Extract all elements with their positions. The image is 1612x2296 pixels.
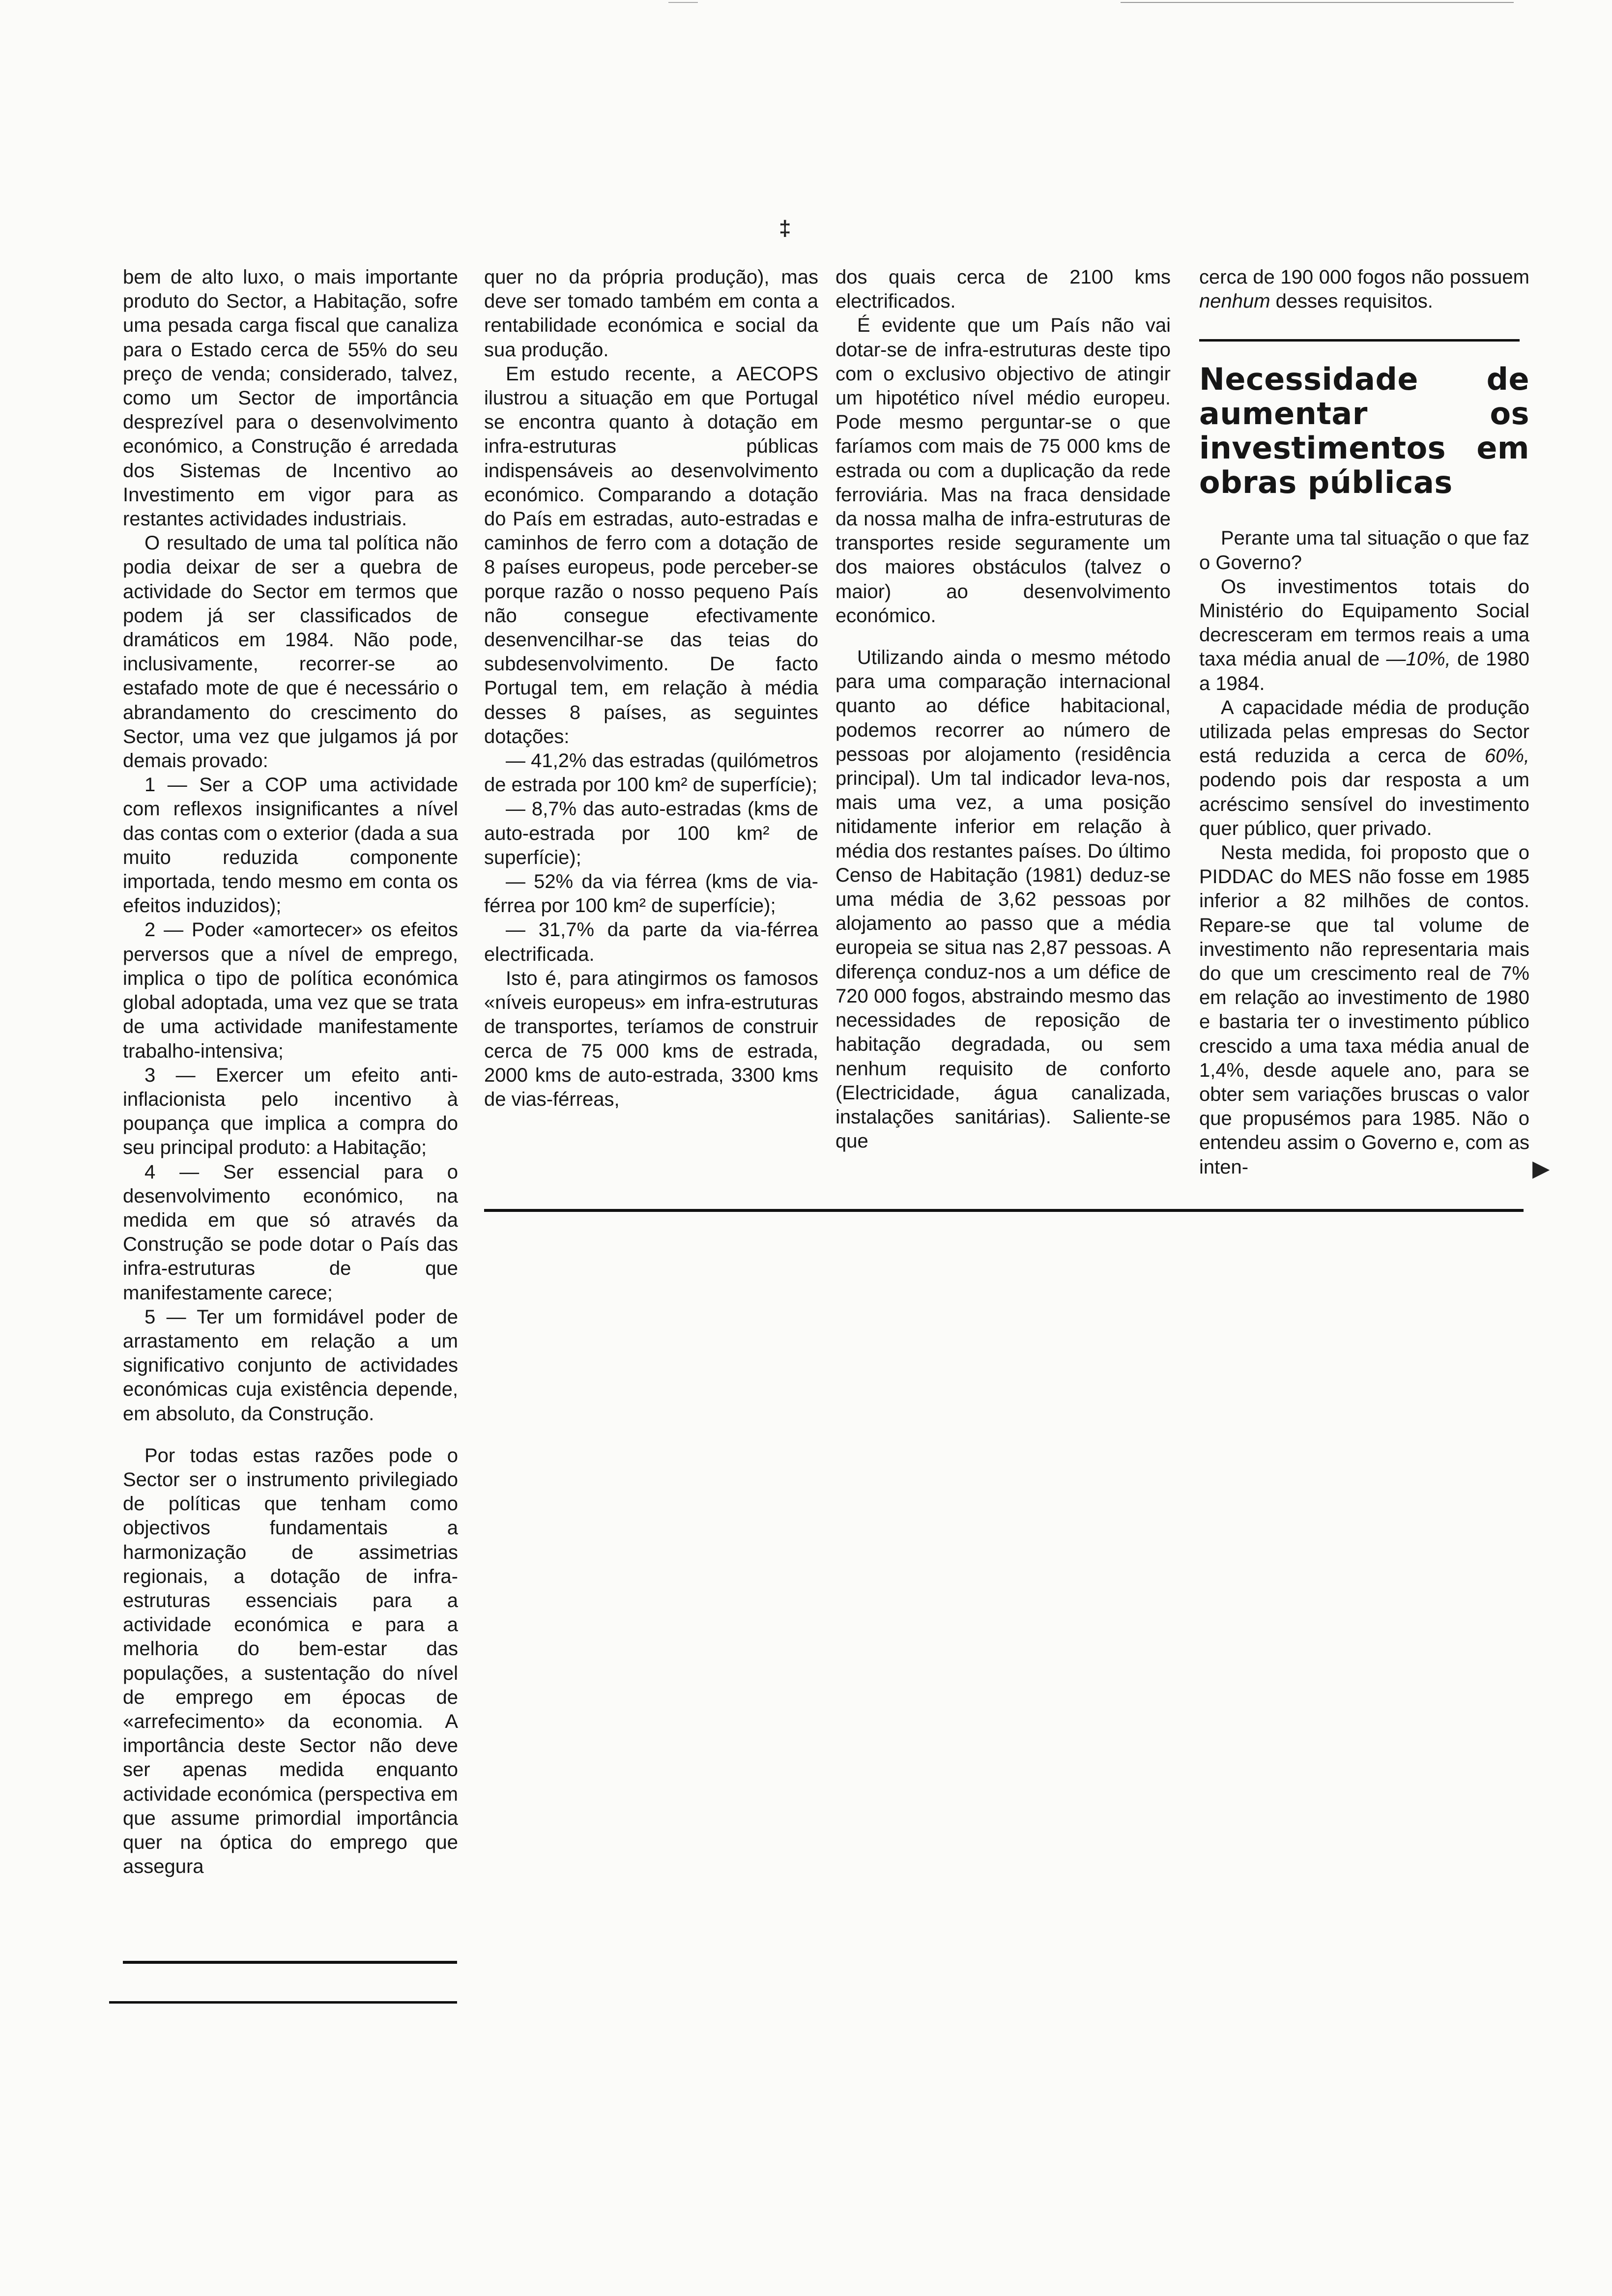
col2-list-item-4: — 31,7% da parte da via-férrea electrificada. — [484, 919, 818, 965]
column-2 — [484, 265, 818, 1209]
col4-paragraph-4: Nesta medida, foi proposto que o PIDDAC do MES não fosse em 1985 inferior a 82 milhões de contos. Repare-se que tal volume de investimento não representaria mais do que um crescimento real de 7% em relação ao investimento de 1980 e bastaria ter o investimento público crescido a uma taxa média anual de 1,4%, desde aquele ano, para se obter sem variações bruscas o valor que propusémos para 1985. Não o entendeu assim o Governo e, com as inten- — [1199, 842, 1529, 1178]
scan-artifact — [1121, 2, 1514, 3]
col2-paragraph-2: Em estudo recente, a AECOPS ilustrou a situação em que Portugal se encontra quanto à dotação em infra-estruturas públicas indispensáveis ao desenvolvimento económico. Comparando a dotação do País em estradas, auto-estradas e caminhos de ferro com a dotação de 8 países europeus, pode perceber-se porque razão o nosso pequeno País não consegue efectivamente desenvencilhar-se das teias do subdesenvolvimento. De facto Portugal tem, em relação à média desses 8 países, as seguintes dotações: — [484, 363, 818, 747]
col1-list-item-3: 3 — Exercer um efeito anti-inflacionista pelo incentivo à poupança que implica a compra do seu principal produto: a Habitação; — [123, 1064, 458, 1159]
col2-list-item-1: — 41,2% das estradas (quilómetros de estrada por 100 km² de superfície); — [484, 750, 818, 796]
col2-list-item-2: — 8,7% das auto-estradas (kms de auto-estrada por 100 km² de superfície); — [484, 798, 818, 868]
column-1 — [123, 265, 458, 1951]
col1-list-item-5: 5 — Ter um formidável poder de arrastamento em relação a um significativo conjunto de actividades económicas cuja existência depende, em absoluto, da Construção. — [123, 1306, 458, 1425]
col3-paragraph-1: dos quais cerca de 2100 kms electrificados. — [835, 266, 1171, 313]
col1-paragraph-3: Por todas estas razões pode o Sector ser o instrumento privilegiado de políticas que tenham como objectivos fundamentais a harmonização de assimetrias regionais, a dotação de infra-estruturas essenciais para a actividade económica e para a melhoria do bem-estar das populações, a sustentação do nível de emprego em épocas de «arrefecimento» da economia. A importância deste Sector não deve ser apenas medida enquanto actividade económica (perspectiva em que assume primordial importância quer na óptica do emprego que assegura — [123, 1444, 458, 1878]
col3-paragraph-3: Utilizando ainda o mesmo método para uma comparação internacional quanto ao défice habitacional, podemos recorrer ao número de pessoas por alojamento (residência principal). Um tal indicador leva-nos, mais uma vez, a uma posição nitidamente inferior em relação à média dos restantes países. Do último Censo de Habitação (1981) deduz-se uma média de 3,62 pessoas por alojamento ao passo que a média europeia se situa nas 2,87 pessoas. A diferença conduz-nos a um défice de 720 000 fogos, abstraindo mesmo das necessidades de reposição de habitação degradada, ou sem nenhum requisito de conforto (Electricidade, água canalizada, instalações sanitárias). Saliente-se que — [835, 647, 1171, 1152]
col2-paragraph-1: quer no da própria produção), mas deve ser tomado também em conta a rentabilidade económica e social da sua produção. — [484, 266, 818, 361]
paragraph-gap — [835, 628, 1171, 646]
col1-bottom-rule-1 — [123, 1961, 457, 1964]
col3-paragraph-2: É evidente que um País não vai dotar-se de infra-estruturas deste tipo com o exclusivo objectivo de atingir um hipotético nível médio europeu. Pode mesmo perguntar-se o que faríamos com mais de 75 000 kms de estrada ou com a duplicação da rede ferroviária. Mas na fraca densidade da nossa malha de infra-estruturas de transportes reside seguramente um dos maiores obstáculos (talvez o maior) ao desenvolvimento económico. — [835, 315, 1171, 627]
col4-paragraph-3: A capacidade média de produção utilizada pelas empresas do Sector está reduzida a cerca de 60%, podendo pois dar resposta a um acréscimo sensível do investimento quer público, quer privado. — [1199, 696, 1529, 839]
page-marker: ‡ — [779, 216, 791, 240]
col1-list-item-4: 4 — Ser essencial para o desenvolvimento económico, na medida em que só através da Construção se pode dotar o País das infra-estruturas de que manifestamente carece; — [123, 1161, 458, 1304]
section-rule — [1199, 314, 1520, 342]
col2-list-item-3: — 52% da via férrea (kms de via-férrea por 100 km² de superfície); — [484, 871, 818, 917]
continue-arrow-icon: ▶ — [1532, 1155, 1550, 1181]
col1-list-item-1: 1 — Ser a COP uma actividade com reflexos insignificantes a nível das contas com o exterior (dada a sua muito reduzida componente importada, tendo mesmo em conta os efeitos induzidos); — [123, 774, 458, 917]
paragraph-gap — [123, 1426, 458, 1444]
col1-paragraph-2: O resultado de uma tal política não podia deixar de ser a quebra de actividade do Sector em termos que podem já ser classificados de dramáticos em 1984. Não pode, inclusivamente, recorrer-se ao estafado mote de que é necessário o abrandamento do crescimento do Sector, uma vez que julgamos já por demais provado: — [123, 532, 458, 772]
col1-bottom-rule-2 — [109, 2001, 457, 2004]
column-4 — [1199, 265, 1529, 1209]
column-3 — [835, 265, 1171, 1209]
scan-artifact — [668, 2, 698, 3]
col4-intro: cerca de 190 000 fogos não possuem nenhum desses requisitos. — [1199, 266, 1529, 313]
col1-list-item-2: 2 — Poder «amortecer» os efeitos perversos que a nível de emprego, implica o tipo de política económica global adoptada, uma vez que se trata de uma actividade manifestamente trabalho-intensiva; — [123, 919, 458, 1062]
columns-bottom-rule — [484, 1209, 1524, 1212]
section-heading: Necessidade de aumentar os investimentos em obras públicas — [1199, 361, 1529, 501]
col1-paragraph-1: bem de alto luxo, o mais importante produto do Sector, a Habitação, sofre uma pesada carga fiscal que canaliza para o Estado cerca de 55% do seu preço de venda; considerado, talvez, como um Sector de importância desprezível para o desenvolvimento económico, a Construção é arredada dos Sistemas de Incentivo ao Investimento em vigor para as restantes actividades industriais. — [123, 266, 458, 530]
col4-paragraph-1: Perante uma tal situação o que faz o Governo? — [1199, 527, 1529, 574]
col4-paragraph-2: Os investimentos totais do Ministério do Equipamento Social decresceram em termos reais a uma taxa média anual de —10%, de 1980 a 1984. — [1199, 575, 1529, 694]
col2-paragraph-3: Isto é, para atingirmos os famosos «níveis europeus» em infra-estruturas de transportes, teríamos de construir cerca de 75 000 kms de estrada, 2000 kms de auto-estrada, 3300 kms de vias-férreas, — [484, 967, 818, 1110]
